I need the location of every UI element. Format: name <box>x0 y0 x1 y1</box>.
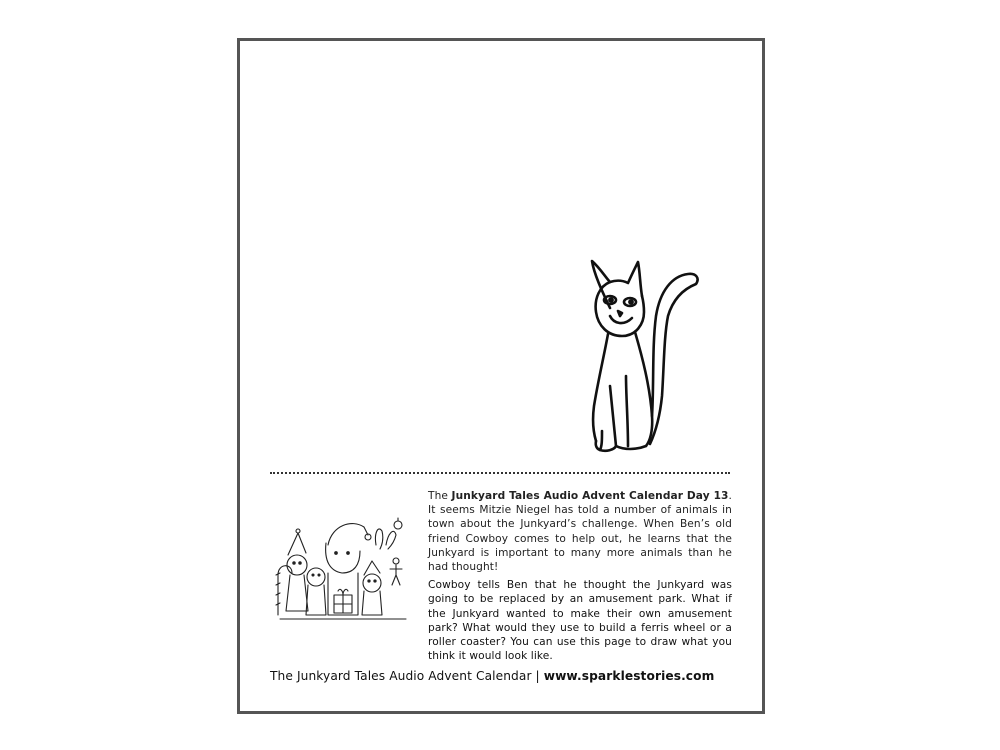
intro-prefix: The <box>428 490 452 502</box>
junkyard-animals-drawing <box>268 515 413 625</box>
calendar-day-title: Junkyard Tales Audio Advent Calendar Day 13 <box>451 490 729 502</box>
story-intro <box>428 489 732 574</box>
footer-website: www.sparklestories.com <box>543 669 715 683</box>
intro-suffix: . <box>728 490 732 502</box>
drawing-prompt: Cowboy tells Ben that he thought the Junkyard was going to be replaced by an amusement park. What if the Junkyard wanted to make their own amusement park? What would they use to build a ferris wheel or a roller coaster? You can use this page to draw what you think it would look like. <box>428 579 732 663</box>
coloring-page <box>237 38 765 714</box>
story-description <box>428 489 732 667</box>
footer-calendar-name: The Junkyard Tales Audio Advent Calendar <box>270 669 532 683</box>
page-footer <box>270 669 732 683</box>
intro-body: It seems Mitzie Niegel has told a number of animals in town about the Junkyard’s challenge. When Ben’s old friend Cowboy comes to help out, he learns that the Junkyard is important to many more animals than he had thought! <box>428 504 732 574</box>
cut-line-divider <box>270 472 730 474</box>
footer-separator: | <box>531 669 544 683</box>
cat-drawing <box>580 256 710 456</box>
